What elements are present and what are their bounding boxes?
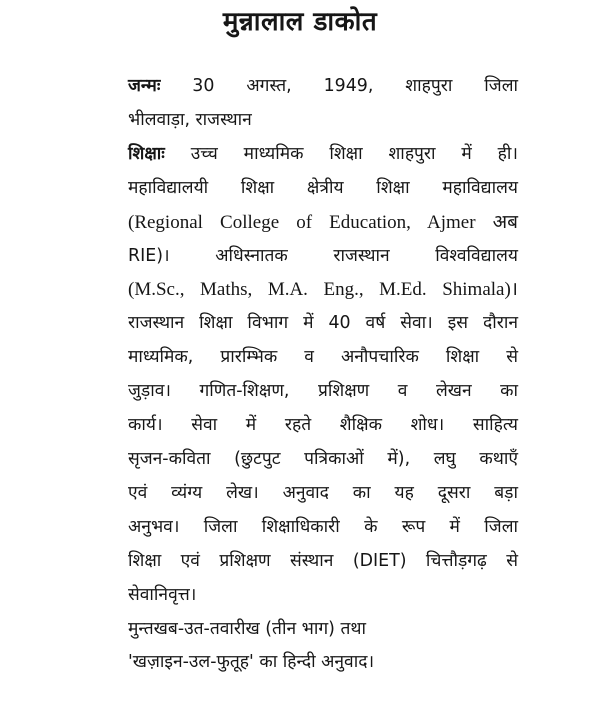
education-line: सेवानिवृत्त। <box>128 584 197 605</box>
education-line: राजस्थान शिक्षा विभाग में 40 वर्ष सेवा। इस दौरान <box>128 313 518 334</box>
education-line: RIE)। अधिस्नातक राजस्थान विश्वविद्यालय <box>128 245 518 266</box>
education-line: (Regional College of Education, Ajmer अब <box>128 211 518 233</box>
birth-label: जन्मः <box>128 76 161 96</box>
works-line-2: 'खज़ाइन-उल-फुतूह' का हिन्दी अनुवाद। <box>128 652 375 673</box>
page-title: मुन्नालाल डाकोत <box>222 7 378 37</box>
education-label: शिक्षाः <box>128 143 165 164</box>
education-line: माध्यमिक, प्रारम्भिक व अनौपचारिक शिक्षा से <box>128 347 518 368</box>
education-line: कार्य। सेवा में रहते शैक्षिक शोध। साहित्य <box>128 415 518 436</box>
education-line: (M.Sc., Maths, M.A. Eng., M.Ed. Shimala)। <box>128 279 518 301</box>
education-line: अनुभव। जिला शिक्षाधिकारी के रूप में जिला <box>128 516 518 537</box>
birth-details: 30 अगस्त, 1949, शाहपुरा जिला <box>192 76 518 96</box>
education-line: शिक्षा एवं प्रशिक्षण संस्थान (DIET) चित्तौड़गढ़ से <box>128 550 518 571</box>
biography-text <box>128 70 518 680</box>
education-line: महाविद्यालयी शिक्षा क्षेत्रीय शिक्षा महाविद्यालय <box>128 177 518 198</box>
education-line: एवं व्यंग्य लेख। अनुवाद का यह दूसरा बड़ा <box>128 482 518 503</box>
works-line-1: मुन्तखब-उत-तवारीख (तीन भाग) तथा <box>128 618 367 639</box>
education-text: उच्च माध्यमिक शिक्षा शाहपुरा में ही। <box>190 143 518 164</box>
birth-line-1 <box>128 70 518 104</box>
education-line-1 <box>128 138 518 172</box>
birth-line-2: भीलवाड़ा, राजस्थान <box>128 109 252 130</box>
education-line: जुड़ाव। गणित-शिक्षण, प्रशिक्षण व लेखन का <box>128 381 518 402</box>
education-line: सृजन-कविता (छुटपुट पत्रिकाओं में), लघु कथाएँ <box>128 448 518 469</box>
